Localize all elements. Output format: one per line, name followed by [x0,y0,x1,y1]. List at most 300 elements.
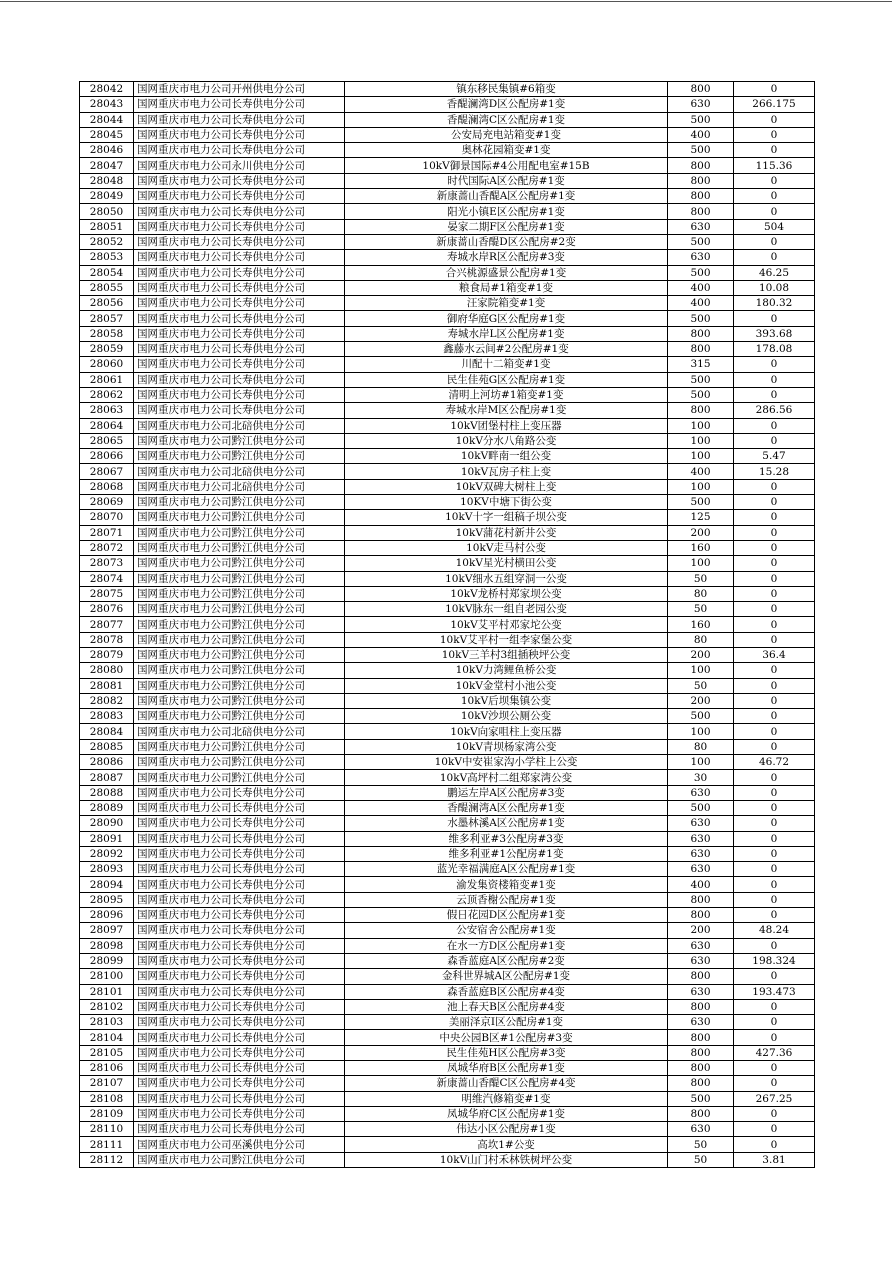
transformer-name-cell: 10kV御景国际#4公用配电室#15B [345,158,668,173]
row-id-cell: 28103 [80,1015,134,1030]
company-cell: 国网重庆市电力公司黔江供电分公司 [134,586,345,601]
row-id-cell: 28084 [80,724,134,739]
capacity-cell: 500 [668,372,734,387]
value-cell: 427.36 [734,1045,815,1060]
company-cell: 国网重庆市电力公司长寿供电分公司 [134,984,345,999]
capacity-cell: 100 [668,556,734,571]
row-id-cell: 28066 [80,449,134,464]
row-id-cell: 28098 [80,938,134,953]
value-cell: 0 [734,556,815,571]
transformer-name-cell: 10kV中安崔家沟小学柱上公变 [345,755,668,770]
capacity-cell: 800 [668,82,734,97]
row-id-cell: 28058 [80,326,134,341]
transformer-name-cell: 10kV龙桥村郑家坝公变 [345,586,668,601]
capacity-cell: 160 [668,540,734,555]
table-row [80,755,815,770]
capacity-cell: 160 [668,617,734,632]
row-id-cell: 28073 [80,556,134,571]
table-row [80,586,815,601]
table-row [80,280,815,295]
table-row [80,617,815,632]
table-row [80,1106,815,1121]
company-cell: 国网重庆市电力公司长寿供电分公司 [134,296,345,311]
row-id-cell: 28065 [80,433,134,448]
row-id-cell: 28089 [80,800,134,815]
row-id-cell: 28097 [80,923,134,938]
company-cell: 国网重庆市电力公司长寿供电分公司 [134,97,345,112]
transformer-name-cell: 10kV细水五组穿洞一公变 [345,571,668,586]
company-cell: 国网重庆市电力公司长寿供电分公司 [134,265,345,280]
transformer-name-cell: 合兴桃源盛景公配房#1变 [345,265,668,280]
table-row [80,556,815,571]
capacity-cell: 315 [668,357,734,372]
capacity-cell: 800 [668,1061,734,1076]
capacity-cell: 800 [668,1045,734,1060]
capacity-cell: 200 [668,647,734,662]
transformer-name-cell: 新康蔷山香醍D区公配房#2变 [345,234,668,249]
row-id-cell: 28075 [80,586,134,601]
row-id-cell: 28055 [80,280,134,295]
company-cell: 国网重庆市电力公司黔江供电分公司 [134,449,345,464]
company-cell: 国网重庆市电力公司黔江供电分公司 [134,739,345,754]
value-cell: 286.56 [734,403,815,418]
value-cell: 46.72 [734,755,815,770]
capacity-cell: 800 [668,204,734,219]
value-cell: 504 [734,219,815,234]
row-id-cell: 28102 [80,999,134,1014]
transformer-name-cell: 清明上河坊#1箱变#1变 [345,387,668,402]
capacity-cell: 800 [668,892,734,907]
table-row [80,908,815,923]
transformer-name-cell: 10kV星光村横田公变 [345,556,668,571]
value-cell: 198.324 [734,953,815,968]
capacity-cell: 630 [668,250,734,265]
company-cell: 国网重庆市电力公司长寿供电分公司 [134,403,345,418]
table-row [80,938,815,953]
table-row [80,816,815,831]
table-row [80,204,815,219]
transformer-name-cell: 香醍澜湾A区公配房#1变 [345,800,668,815]
capacity-cell: 50 [668,1152,734,1167]
row-id-cell: 28078 [80,632,134,647]
row-id-cell: 28044 [80,112,134,127]
capacity-cell: 800 [668,1106,734,1121]
transformer-name-cell: 假日花园D区公配房#1变 [345,908,668,923]
transformer-name-cell: 10kV沙坝公厕公变 [345,709,668,724]
row-id-cell: 28057 [80,311,134,326]
company-cell: 国网重庆市电力公司长寿供电分公司 [134,143,345,158]
value-cell: 15.28 [734,464,815,479]
transformer-table [79,81,815,1168]
company-cell: 国网重庆市电力公司长寿供电分公司 [134,953,345,968]
transformer-name-cell: 金科世界城A区公配房#1变 [345,969,668,984]
row-id-cell: 28093 [80,862,134,877]
value-cell: 0 [734,387,815,402]
row-id-cell: 28106 [80,1061,134,1076]
transformer-name-cell: 民生佳苑H区公配房#3变 [345,1045,668,1060]
value-cell: 0 [734,510,815,525]
capacity-cell: 100 [668,479,734,494]
capacity-cell: 100 [668,418,734,433]
table-row [80,326,815,341]
value-cell: 0 [734,1030,815,1045]
transformer-name-cell: 新康蔷山香醍A区公配房#1变 [345,189,668,204]
table-row [80,464,815,479]
capacity-cell: 50 [668,571,734,586]
capacity-cell: 630 [668,953,734,968]
row-id-cell: 28080 [80,663,134,678]
company-cell: 国网重庆市电力公司长寿供电分公司 [134,938,345,953]
table-row [80,372,815,387]
table-row [80,433,815,448]
value-cell: 0 [734,938,815,953]
table-row [80,250,815,265]
table-row [80,82,815,97]
value-cell: 0 [734,495,815,510]
transformer-name-cell: 10kV走马村公变 [345,540,668,555]
row-id-cell: 28074 [80,571,134,586]
value-cell: 267.25 [734,1091,815,1106]
transformer-name-cell: 伟达小区公配房#1变 [345,1122,668,1137]
capacity-cell: 800 [668,1030,734,1045]
row-id-cell: 28076 [80,602,134,617]
capacity-cell: 630 [668,846,734,861]
transformer-name-cell: 镇东移民集镇#6箱变 [345,82,668,97]
value-cell: 180.32 [734,296,815,311]
value-cell: 0 [734,311,815,326]
company-cell: 国网重庆市电力公司黔江供电分公司 [134,525,345,540]
transformer-name-cell: 高坎1#公变 [345,1137,668,1152]
transformer-name-cell: 寿城水岸L区公配房#1变 [345,326,668,341]
table-row [80,647,815,662]
transformer-name-cell: 10kV金堂村小池公变 [345,678,668,693]
table-row [80,831,815,846]
company-cell: 国网重庆市电力公司长寿供电分公司 [134,892,345,907]
value-cell: 0 [734,800,815,815]
table-row [80,693,815,708]
table-row [80,892,815,907]
company-cell: 国网重庆市电力公司黔江供电分公司 [134,755,345,770]
value-cell: 0 [734,1137,815,1152]
company-cell: 国网重庆市电力公司长寿供电分公司 [134,1045,345,1060]
transformer-name-cell: 水墨林溪A区公配房#1变 [345,816,668,831]
company-cell: 国网重庆市电力公司长寿供电分公司 [134,785,345,800]
row-id-cell: 28088 [80,785,134,800]
value-cell: 0 [734,204,815,219]
company-cell: 国网重庆市电力公司黔江供电分公司 [134,709,345,724]
capacity-cell: 125 [668,510,734,525]
row-id-cell: 28105 [80,1045,134,1060]
table-row [80,265,815,280]
row-id-cell: 28077 [80,617,134,632]
value-cell: 0 [734,877,815,892]
table-row [80,785,815,800]
transformer-name-cell: 渝发集资楼箱变#1变 [345,877,668,892]
company-cell: 国网重庆市电力公司黔江供电分公司 [134,540,345,555]
value-cell: 178.08 [734,342,815,357]
table-row [80,403,815,418]
value-cell: 0 [734,632,815,647]
row-id-cell: 28045 [80,127,134,142]
value-cell: 0 [734,999,815,1014]
company-cell: 国网重庆市电力公司黔江供电分公司 [134,678,345,693]
transformer-name-cell: 10kV十字一组稿子坝公变 [345,510,668,525]
row-id-cell: 28111 [80,1137,134,1152]
table-row [80,418,815,433]
transformer-name-cell: 10kV畔南一组公变 [345,449,668,464]
capacity-cell: 630 [668,1122,734,1137]
transformer-name-cell: 云顶香榭公配房#1变 [345,892,668,907]
transformer-name-cell: 维多利亚#1公配房#1变 [345,846,668,861]
row-id-cell: 28079 [80,647,134,662]
row-id-cell: 28087 [80,770,134,785]
company-cell: 国网重庆市电力公司黔江供电分公司 [134,495,345,510]
capacity-cell: 500 [668,234,734,249]
transformer-name-cell: 蓝光幸福满庭A区公配房#1变 [345,862,668,877]
row-id-cell: 28072 [80,540,134,555]
value-cell: 0 [734,785,815,800]
table-row [80,800,815,815]
capacity-cell: 500 [668,800,734,815]
capacity-cell: 800 [668,403,734,418]
row-id-cell: 28054 [80,265,134,280]
value-cell: 0 [734,709,815,724]
transformer-name-cell: 森香蓝庭B区公配房#4变 [345,984,668,999]
table-row [80,158,815,173]
row-id-cell: 28062 [80,387,134,402]
table-row [80,342,815,357]
transformer-name-cell: 10kV山门村禾林铁树坪公变 [345,1152,668,1167]
row-id-cell: 28095 [80,892,134,907]
capacity-cell: 800 [668,326,734,341]
company-cell: 国网重庆市电力公司长寿供电分公司 [134,219,345,234]
transformer-name-cell: 新康蔷山香醍C区公配房#4变 [345,1076,668,1091]
capacity-cell: 400 [668,296,734,311]
value-cell: 0 [734,479,815,494]
row-id-cell: 28101 [80,984,134,999]
value-cell: 0 [734,693,815,708]
capacity-cell: 630 [668,938,734,953]
value-cell: 0 [734,1061,815,1076]
company-cell: 国网重庆市电力公司长寿供电分公司 [134,1122,345,1137]
value-cell: 0 [734,173,815,188]
value-cell: 0 [734,969,815,984]
table-row [80,173,815,188]
table-row [80,189,815,204]
company-cell: 国网重庆市电力公司北碚供电分公司 [134,479,345,494]
company-cell: 国网重庆市电力公司黔江供电分公司 [134,510,345,525]
capacity-cell: 100 [668,449,734,464]
row-id-cell: 28069 [80,495,134,510]
table-row [80,846,815,861]
capacity-cell: 800 [668,908,734,923]
company-cell: 国网重庆市电力公司长寿供电分公司 [134,387,345,402]
company-cell: 国网重庆市电力公司长寿供电分公司 [134,204,345,219]
capacity-cell: 630 [668,1015,734,1030]
row-id-cell: 28050 [80,204,134,219]
table-row [80,770,815,785]
transformer-name-cell: 香醍澜湾D区公配房#1变 [345,97,668,112]
row-id-cell: 28070 [80,510,134,525]
capacity-cell: 50 [668,1137,734,1152]
company-cell: 国网重庆市电力公司北碚供电分公司 [134,464,345,479]
table-row [80,602,815,617]
transformer-name-cell: 粮食局#1箱变#1变 [345,280,668,295]
company-cell: 国网重庆市电力公司长寿供电分公司 [134,112,345,127]
capacity-cell: 800 [668,969,734,984]
capacity-cell: 500 [668,265,734,280]
row-id-cell: 28056 [80,296,134,311]
capacity-cell: 100 [668,663,734,678]
company-cell: 国网重庆市电力公司永川供电分公司 [134,158,345,173]
transformer-name-cell: 汪家院箱变#1变 [345,296,668,311]
company-cell: 国网重庆市电力公司北碚供电分公司 [134,418,345,433]
transformer-name-cell: 香醍澜湾C区公配房#1变 [345,112,668,127]
company-cell: 国网重庆市电力公司黔江供电分公司 [134,433,345,448]
company-cell: 国网重庆市电力公司北碚供电分公司 [134,724,345,739]
table-row [80,1122,815,1137]
company-cell: 国网重庆市电力公司黔江供电分公司 [134,693,345,708]
capacity-cell: 400 [668,877,734,892]
company-cell: 国网重庆市电力公司长寿供电分公司 [134,877,345,892]
transformer-name-cell: 美丽泽京I区公配房#1变 [345,1015,668,1030]
capacity-cell: 800 [668,173,734,188]
company-cell: 国网重庆市电力公司长寿供电分公司 [134,1091,345,1106]
value-cell: 115.36 [734,158,815,173]
transformer-name-cell: 在水一方D区公配房#1变 [345,938,668,953]
value-cell: 0 [734,908,815,923]
company-cell: 国网重庆市电力公司长寿供电分公司 [134,908,345,923]
table-row [80,969,815,984]
row-id-cell: 28042 [80,82,134,97]
row-id-cell: 28082 [80,693,134,708]
value-cell: 0 [734,678,815,693]
company-cell: 国网重庆市电力公司长寿供电分公司 [134,999,345,1014]
capacity-cell: 630 [668,219,734,234]
value-cell: 0 [734,770,815,785]
transformer-name-cell: 10kV三羊村3组插秧坪公变 [345,647,668,662]
company-cell: 国网重庆市电力公司黔江供电分公司 [134,571,345,586]
transformer-name-cell: 10kV双碑大树柱上变 [345,479,668,494]
value-cell: 0 [734,602,815,617]
row-id-cell: 28092 [80,846,134,861]
value-cell: 0 [734,372,815,387]
value-cell: 46.25 [734,265,815,280]
transformer-name-cell: 10kV脉东一组自老园公变 [345,602,668,617]
company-cell: 国网重庆市电力公司长寿供电分公司 [134,800,345,815]
company-cell: 国网重庆市电力公司长寿供电分公司 [134,862,345,877]
value-cell: 0 [734,234,815,249]
company-cell: 国网重庆市电力公司长寿供电分公司 [134,342,345,357]
value-cell: 0 [734,739,815,754]
row-id-cell: 28060 [80,357,134,372]
capacity-cell: 100 [668,724,734,739]
capacity-cell: 400 [668,280,734,295]
company-cell: 国网重庆市电力公司黔江供电分公司 [134,1152,345,1167]
table-row [80,877,815,892]
row-id-cell: 28086 [80,755,134,770]
value-cell: 0 [734,663,815,678]
capacity-cell: 630 [668,862,734,877]
value-cell: 3.81 [734,1152,815,1167]
value-cell: 0 [734,1076,815,1091]
table-row [80,525,815,540]
capacity-cell: 500 [668,495,734,510]
capacity-cell: 80 [668,739,734,754]
table-row [80,724,815,739]
value-cell: 0 [734,143,815,158]
row-id-cell: 28108 [80,1091,134,1106]
row-id-cell: 28099 [80,953,134,968]
capacity-cell: 800 [668,999,734,1014]
capacity-cell: 80 [668,632,734,647]
row-id-cell: 28091 [80,831,134,846]
row-id-cell: 28104 [80,1030,134,1045]
transformer-name-cell: 寿城水岸M区公配房#1变 [345,403,668,418]
transformer-name-cell: 10kV团堡村柱上变压器 [345,418,668,433]
table-row [80,1045,815,1060]
company-cell: 国网重庆市电力公司开州供电分公司 [134,82,345,97]
value-cell: 0 [734,816,815,831]
capacity-cell: 500 [668,311,734,326]
company-cell: 国网重庆市电力公司黔江供电分公司 [134,632,345,647]
transformer-name-cell: 民生佳苑G区公配房#1变 [345,372,668,387]
table-row [80,1091,815,1106]
table-row [80,143,815,158]
value-cell: 5.47 [734,449,815,464]
table-row [80,632,815,647]
table-row [80,1030,815,1045]
value-cell: 0 [734,250,815,265]
transformer-name-cell: 明维汽修箱变#1变 [345,1091,668,1106]
table-row [80,663,815,678]
table-row [80,678,815,693]
capacity-cell: 100 [668,433,734,448]
transformer-name-cell: 10kV高坪村二组郑家湾公变 [345,770,668,785]
table-row [80,449,815,464]
transformer-name-cell: 凤城华府C区公配房#1变 [345,1106,668,1121]
transformer-name-cell: 中央公园B区#1公配房#3变 [345,1030,668,1045]
row-id-cell: 28051 [80,219,134,234]
row-id-cell: 28109 [80,1106,134,1121]
company-cell: 国网重庆市电力公司长寿供电分公司 [134,816,345,831]
transformer-name-cell: 10KV中塘下街公变 [345,495,668,510]
row-id-cell: 28061 [80,372,134,387]
transformer-name-cell: 公安宿舍公配房#1变 [345,923,668,938]
row-id-cell: 28090 [80,816,134,831]
value-cell: 0 [734,433,815,448]
value-cell: 393.68 [734,326,815,341]
table-row [80,112,815,127]
table-row [80,387,815,402]
transformer-name-cell: 10kV瓦房子柱上变 [345,464,668,479]
company-cell: 国网重庆市电力公司长寿供电分公司 [134,1106,345,1121]
value-cell: 0 [734,1015,815,1030]
transformer-name-cell: 10kV艾平村邓家坨公变 [345,617,668,632]
company-cell: 国网重庆市电力公司黔江供电分公司 [134,617,345,632]
capacity-cell: 800 [668,189,734,204]
table-row [80,1076,815,1091]
value-cell: 0 [734,189,815,204]
capacity-cell: 200 [668,923,734,938]
row-id-cell: 28048 [80,173,134,188]
capacity-cell: 200 [668,693,734,708]
value-cell: 0 [734,846,815,861]
company-cell: 国网重庆市电力公司巫溪供电分公司 [134,1137,345,1152]
company-cell: 国网重庆市电力公司长寿供电分公司 [134,127,345,142]
row-id-cell: 28100 [80,969,134,984]
transformer-name-cell: 鑫藤水云间#2公配房#1变 [345,342,668,357]
